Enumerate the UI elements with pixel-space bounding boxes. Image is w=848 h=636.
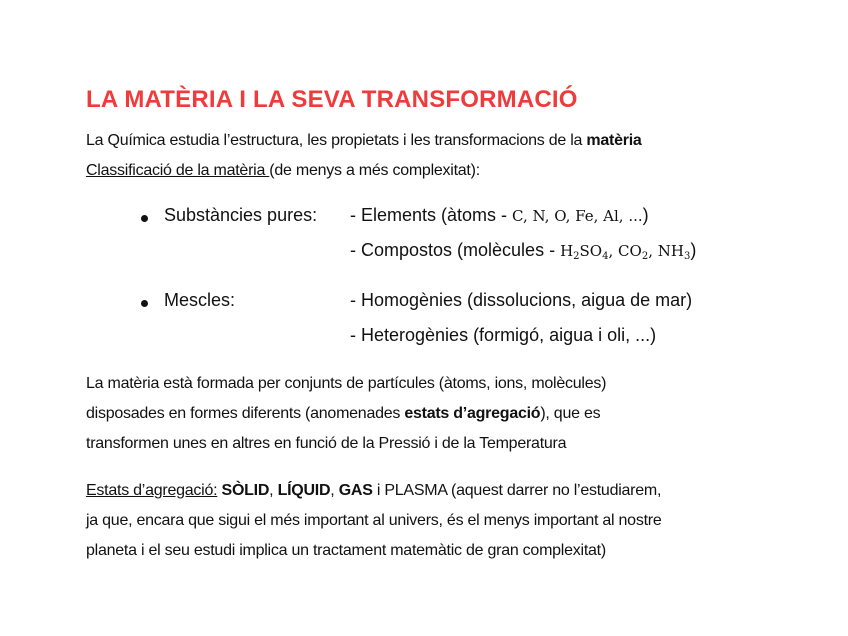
states-line-3: planeta i el seu estudi implica un tractament matemàtic de gran complexitat) [86, 542, 606, 559]
particles-line-2-post: ), que es [540, 405, 601, 422]
pure-compounds-line [350, 240, 696, 261]
bullet-dot-mixtures [141, 300, 148, 307]
mixtures-heterogeneous: - Heterogènies (formigó, aigua i oli, ...) [350, 325, 657, 345]
formula-co2: $CO_2$ [618, 242, 649, 262]
state-solid: SÒLID [221, 482, 270, 499]
intro-bold-matter: matèria [586, 132, 642, 149]
particles-line-2 [86, 399, 606, 429]
formula-nh3: $NH_3$ [657, 242, 691, 262]
intro-block [86, 126, 642, 186]
elements-formula: C, N, O, Fe, Al, ... [512, 207, 643, 225]
mixtures-homogeneous: - Homogènies (dissolucions, aigua de mar) [350, 290, 693, 310]
state-gas: GAS [338, 482, 373, 499]
compounds-suffix: ) [690, 240, 697, 260]
particles-line-2-pre: disposades en formes diferents (anomenades [86, 405, 405, 422]
states-link: Estats d’agregació: [86, 482, 218, 499]
intro-text: La Química estudia l’estructura, les propietats i les transformacions de la [86, 132, 587, 149]
states-block [86, 476, 662, 566]
bullet-dot-pure [141, 215, 148, 222]
state-liquid: LÍQUID [277, 482, 331, 499]
formula-separator: , [648, 242, 658, 260]
states-line-2: ja que, encara que sigui el més important al univers, és el menys important al nostre [86, 512, 662, 529]
classification-link: Classificació de la matèria [86, 162, 270, 179]
particles-line-1: La matèria està formada per conjunts de partícules (àtoms, ions, molècules) [86, 375, 607, 392]
formula-separator: , [608, 242, 619, 260]
formula-h2so4: $H_2SO_4$ [560, 242, 609, 262]
intro-line [86, 126, 642, 156]
compounds-prefix: - Compostos (molècules - [350, 240, 561, 260]
particles-block [86, 369, 606, 459]
states-line-1-post: i PLASMA (aquest darrer no l’estudiarem, [372, 482, 662, 499]
comma: , [330, 482, 335, 499]
particles-line-3: transformen unes en altres en funció de la Pressió i de la Temperatura [86, 435, 567, 452]
pure-elements-line [350, 205, 649, 226]
elements-prefix: - Elements (àtoms - [350, 205, 513, 225]
elements-suffix: ) [642, 205, 649, 225]
comma: , [269, 482, 274, 499]
mixtures-label: Mescles: [164, 290, 236, 310]
classification-line [86, 156, 642, 186]
states-line-1 [86, 476, 662, 506]
particles-bold-states: estats d’agregació [404, 405, 541, 422]
slide-title: LA MATÈRIA I LA SEVA TRANSFORMACIÓ [86, 86, 578, 113]
classification-rest: (de menys a més complexitat): [269, 162, 480, 179]
pure-label: Substàncies pures: [164, 205, 318, 225]
